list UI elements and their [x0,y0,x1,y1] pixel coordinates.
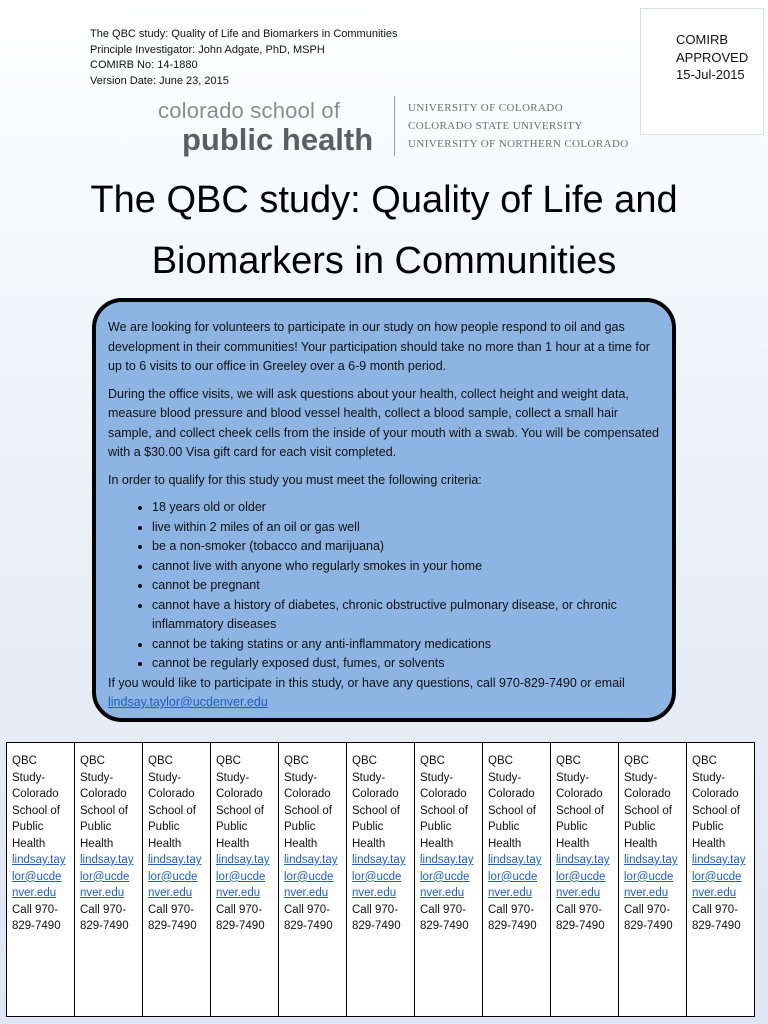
tear-off-line: Health [80,837,114,850]
tear-off-line: Health [352,837,386,850]
criteria-item: • cannot be taking statins or any anti-inflammatory medications [152,635,662,655]
tear-off-line: Public [80,821,112,833]
tear-off-card[interactable] [346,742,415,1017]
tear-off-card[interactable] [6,742,75,1017]
criteria-item: • cannot be regularly exposed dust, fumes, or solvents [152,654,662,674]
tear-off-phone: 829-7490 [12,920,61,932]
contact-email-link[interactable]: lindsay.taylor@ucdenver.edu [108,695,268,709]
tear-off-line: Public [692,821,724,833]
tear-off-email-link[interactable]: lor@ucde [216,870,266,883]
tear-off-line: Colorado [488,788,535,800]
tear-off-phone: Call 970- [284,903,331,916]
tear-off-card[interactable] [74,742,143,1017]
tear-off-line: Health [692,837,726,850]
tear-off-line: QBC [692,755,717,767]
tear-off-line: Health [216,837,250,850]
tear-off-line: QBC [12,755,37,767]
tear-off-line: Study- [284,771,318,784]
tear-off-line: Public [148,821,180,833]
approval-line-2: APPROVED [676,49,749,65]
approval-date: 15-Jul-2015 [676,67,745,82]
tear-off-line: School of [216,804,264,817]
tear-off-line: Health [556,837,590,850]
tear-off-phone: 829-7490 [80,920,129,932]
tear-off-line: Study- [692,771,726,784]
tear-off-text [12,753,74,852]
tear-off-email-link[interactable]: nver.edu [624,887,669,899]
tear-off-email-link[interactable]: lor@ucde [12,870,62,883]
tear-off-phone: Call 970- [556,903,603,916]
tear-off-phone: 829-7490 [624,920,673,932]
tear-off-line: Colorado [12,788,59,800]
tear-off-phone: 829-7490 [488,920,537,932]
tear-off-email-link[interactable]: lindsay.tay [420,854,474,866]
tear-off-phone: 829-7490 [352,920,401,932]
tear-off-email-link[interactable]: nver.edu [352,887,397,899]
tear-off-text [216,753,278,852]
tear-off-line: School of [12,804,60,817]
tear-off-card[interactable] [414,742,483,1017]
criteria-item: • cannot have a history of diabetes, chronic obstructive pulmonary disease, or chronic inflammatory diseases [152,596,662,635]
tear-off-line: School of [420,804,468,817]
tear-off-line: QBC [420,755,445,767]
tear-off-line: Colorado [556,788,603,800]
tear-off-line: QBC [352,755,377,767]
tear-off-email-link[interactable]: lor@ucde [148,870,198,883]
logo-divider [394,96,395,156]
tear-off-email-link[interactable]: lindsay.tay [12,854,66,866]
tear-off-line: School of [148,804,196,817]
tear-off-phone: 829-7490 [148,920,197,932]
criteria-list [108,498,662,674]
tear-off-line: Health [420,837,454,850]
tear-off-text [420,753,482,852]
school-logo [158,98,373,155]
tear-off-email-link[interactable]: lindsay.tay [148,854,202,866]
tear-off-phone: Call 970- [80,903,127,916]
tear-off-line: School of [556,804,604,817]
tear-off-card[interactable] [618,742,687,1017]
tear-off-line: School of [488,804,536,817]
recruitment-panel [92,298,676,722]
tear-off-email-link[interactable]: lor@ucde [352,870,402,883]
university-list [408,99,629,153]
tear-off-phone: 829-7490 [556,920,605,932]
tear-off-line: Public [352,821,384,833]
tear-off-card[interactable] [278,742,347,1017]
logo-line-2: public health [182,122,374,157]
tear-off-line: QBC [624,755,649,767]
tear-off-text [488,753,550,852]
tear-off-card[interactable] [142,742,211,1017]
tear-off-email-link[interactable]: lor@ucde [556,870,606,883]
tear-off-text [284,753,346,852]
tear-off-email-link[interactable]: lor@ucde [284,870,334,883]
criteria-item: • cannot live with anyone who regularly smokes in your home [152,557,662,577]
tear-off-line: Colorado [284,788,331,800]
contact-paragraph [108,674,662,713]
tear-off-email-link[interactable]: lor@ucde [624,870,674,883]
criteria-intro: In order to qualify for this study you must meet the following criteria: [108,472,482,487]
version-date: Version Date: June 23, 2015 [90,74,229,87]
tear-off-line: Health [148,837,182,850]
tear-off-phone: 829-7490 [692,920,741,932]
tear-off-phone: Call 970- [216,903,263,916]
tear-off-strip [6,742,755,1017]
contact-text: If you would like to participate in this study, or have any questions, call 970-829-7490 or email [108,675,625,690]
tear-off-phone: Call 970- [12,903,59,916]
tear-off-email-link[interactable]: lindsay.tay [216,854,270,866]
criteria-item: • 18 years old or older [152,498,662,518]
tear-off-line: QBC [216,755,241,767]
tear-off-line: Study- [12,771,46,784]
tear-off-line: Public [420,821,452,833]
tear-off-line: Colorado [80,788,127,800]
tear-off-email-link[interactable]: lindsay.tay [80,854,134,866]
tear-off-line: Public [624,821,656,833]
tear-off-email-link[interactable]: lindsay.tay [556,854,610,866]
tear-off-email-link[interactable]: lor@ucde [692,870,742,883]
intro-paragraph: We are looking for volunteers to participate in our study on how people respond to oil and gas development in their communities! Your participation should take no more than 1 hour at a time for up to 6 visits to our office in Greeley over a 6-9 month period. [108,320,650,373]
tear-off-line: Colorado [216,788,263,800]
tear-off-phone: Call 970- [420,903,467,916]
tear-off-phone: 829-7490 [420,920,469,932]
tear-off-phone: 829-7490 [284,920,333,932]
tear-off-card[interactable] [686,742,755,1017]
tear-off-email-link[interactable]: lindsay.tay [352,854,406,866]
criteria-item: • cannot be pregnant [152,576,662,596]
tear-off-text [556,753,618,852]
tear-off-line: Study- [80,771,114,784]
principal-investigator: Principle Investigator: John Adgate, PhD, MSPH [90,43,325,56]
tear-off-line: Public [284,821,316,833]
tear-off-phone: Call 970- [624,903,671,916]
tear-off-line: Colorado [352,788,399,800]
tear-off-line: Public [216,821,248,833]
tear-off-text [352,753,414,852]
university-item: UNIVERSITY OF COLORADO [408,102,564,114]
comirb-approval-stamp [640,8,764,135]
tear-off-line: QBC [556,755,581,767]
tear-off-line: Health [488,837,522,850]
tear-off-phone: 829-7490 [216,920,265,932]
tear-off-email-link[interactable]: nver.edu [692,887,737,899]
tear-off-email-link[interactable]: lor@ucde [488,870,538,883]
tear-off-line: Public [556,821,588,833]
tear-off-text [692,753,754,852]
tear-off-line: School of [692,804,740,817]
tear-off-email-link[interactable]: lindsay.tay [692,854,746,866]
logo-line-1: colorado school of [158,98,341,123]
tear-off-line: Study- [488,771,522,784]
tear-off-email-link[interactable]: nver.edu [148,887,193,899]
tear-off-text [80,753,142,852]
tear-off-line: Study- [556,771,590,784]
visit-paragraph: During the office visits, we will ask questions about your health, collect height and weight data, measure blood pressure and blood vessel health, collect a blood sample, collect a small hair sample, and collect cheek cells from the inside of your mouth with a swab. You will be compensated with a $30.00 Visa gift card for each visit completed. [108,386,659,459]
tear-off-email-link[interactable]: nver.edu [284,887,329,899]
criteria-item: • live within 2 miles of an oil or gas well [152,518,662,538]
tear-off-line: QBC [488,755,513,767]
tear-off-line: Health [12,837,46,850]
title-line-1: The QBC study: Quality of Life and [90,179,678,221]
tear-off-line: Public [488,821,520,833]
tear-off-line: School of [284,804,332,817]
tear-off-email-link[interactable]: nver.edu [80,887,125,899]
approval-line-1: COMIRB [676,32,728,47]
tear-off-card[interactable] [550,742,619,1017]
tear-off-text [624,753,686,852]
tear-off-line: Colorado [148,788,195,800]
tear-off-line: Colorado [624,788,671,800]
tear-off-phone: Call 970- [692,903,739,916]
title-line-2: Biomarkers in Communities [151,240,617,282]
tear-off-line: Health [624,837,658,850]
tear-off-line: Study- [352,771,386,784]
tear-off-line: QBC [80,755,105,767]
tear-off-phone: Call 970- [148,903,195,916]
page-title [0,170,768,292]
tear-off-email-link[interactable]: nver.edu [488,887,533,899]
tear-off-email-link[interactable]: lindsay.tay [624,854,678,866]
criteria-item: • be a non-smoker (tobacco and marijuana) [152,537,662,557]
tear-off-line: Study- [624,771,658,784]
tear-off-line: Public [12,821,44,833]
tear-off-line: Health [284,837,318,850]
tear-off-line: School of [624,804,672,817]
university-item: COLORADO STATE UNIVERSITY [408,120,583,132]
tear-off-email-link[interactable]: nver.edu [216,887,261,899]
tear-off-phone: Call 970- [352,903,399,916]
tear-off-line: School of [80,804,128,817]
tear-off-line: QBC [148,755,173,767]
tear-off-line: Colorado [692,788,739,800]
tear-off-email-link[interactable]: nver.edu [420,887,465,899]
tear-off-line: Study- [420,771,454,784]
study-title-line: The QBC study: Quality of Life and Biomarkers in Communities [90,28,398,40]
university-item: UNIVERSITY OF NORTHERN COLORADO [408,138,629,150]
tear-off-phone: Call 970- [488,903,535,916]
tear-off-email-link[interactable]: nver.edu [12,887,57,899]
comirb-number: COMIRB No: 14-1880 [90,59,198,71]
tear-off-email-link[interactable]: nver.edu [556,887,601,899]
tear-off-text [148,753,210,852]
tear-off-card[interactable] [210,742,279,1017]
tear-off-line: QBC [284,755,309,767]
study-metadata [90,27,398,89]
tear-off-email-link[interactable]: lor@ucde [420,870,470,883]
tear-off-line: School of [352,804,400,817]
tear-off-line: Study- [216,771,250,784]
tear-off-card[interactable] [482,742,551,1017]
tear-off-line: Colorado [420,788,467,800]
tear-off-line: Study- [148,771,182,784]
tear-off-email-link[interactable]: lindsay.tay [284,854,338,866]
tear-off-email-link[interactable]: lindsay.tay [488,854,542,866]
tear-off-email-link[interactable]: lor@ucde [80,870,130,883]
